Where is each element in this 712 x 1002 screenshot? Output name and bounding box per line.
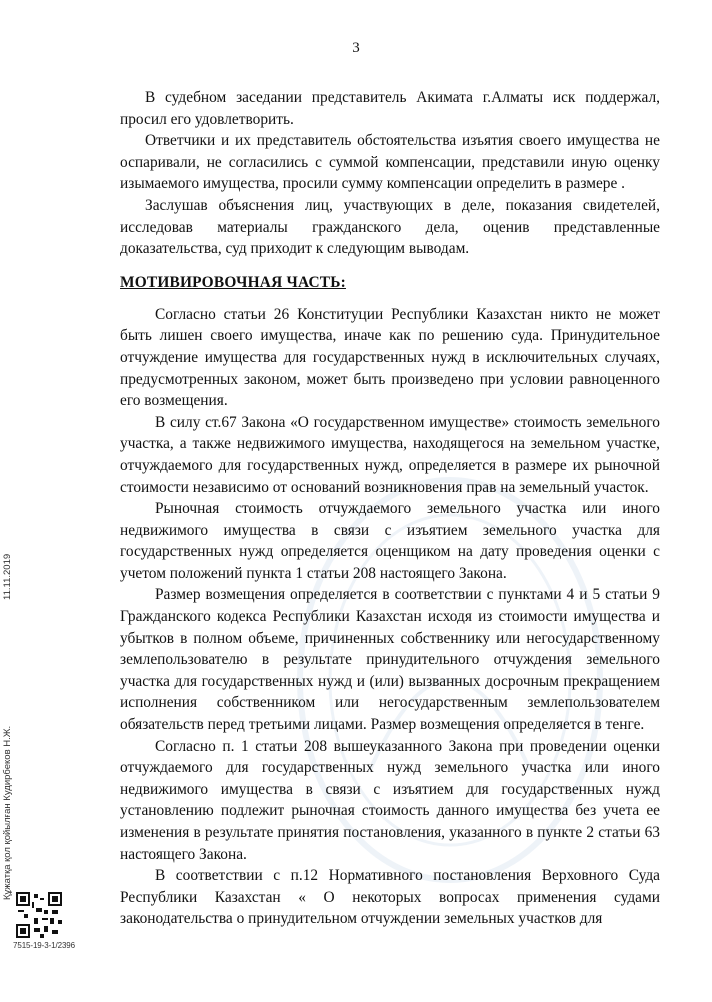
paragraph-main-1: Согласно статьи 26 Конституции Республики Казахстан никто не может быть лишен своего имущества, иначе как по решению суда. Принудительное отчуждение имущества для государственных нужд в исключительных случаях, предусмотренных законом, может быть произведено при условии равноценного его возмещения. [120, 305, 660, 410]
paragraph-main-5: Согласно п. 1 статьи 208 вышеуказанного Закона при проведении оценки отчуждаемого для государственных нужд земельного участка или иного недвижимого имущества в связи с изъятием для государственных нужд установлению подлежит рыночная стоимость данного имущества без учета ее изменения в результате принятия постановления, указанного в пункте 2 статьи 63 настоящего Закона. [120, 737, 660, 863]
side-signature-stamp [2, 480, 16, 900]
paragraph-intro-1: В судебном заседании представитель Акимата г.Алматы иск поддержал, просил его удовлетворить. [120, 89, 660, 128]
document-id: 7515-19-3-1/2396 [13, 941, 76, 950]
paragraph-intro-3: Заслушав объяснения лиц, участвующих в деле, показания свидетелей, исследовав материалы гражданского дела, оценив представленные доказательства, суд приходит к следующим выводам. [120, 196, 660, 258]
paragraph-main-4: Размер возмещения определяется в соответствии с пунктами 4 и 5 статьи 9 Гражданского кодекса Республики Казахстан исходя из стоимости имущества и убытков в полном объеме, причиненных собственнику или негосударственному землепользователю в результате принудительного отчуждения земельного участка для государственных нужд и (или) вызванных досрочным прекращением исполнения собственником или негосударственным землепользователем обязательств перед третьими лицами. Размер возмещения определяется в тенге. [120, 586, 660, 734]
paragraph-intro-2: Ответчики и их представитель обстоятельства изъятия своего имущества не оспаривали, не согласились с суммой компенсации, представили иную оценку изымаемого имущества, просили сумму компенсации определить в размере . [120, 132, 660, 193]
side-stamp-date: 11.11.2019 [2, 553, 13, 600]
paragraph-main-6: В соответствии с п.12 Нормативного постановления Верховного Суда Республики Казахстан « О некоторых вопросах применения судами законодательства о принудительном отчуждении земельных участков для [120, 867, 660, 928]
paragraph-main-3: Рыночная стоимость отчуждаемого земельного участка или иного недвижимого имущества в связи с изъятием земельного участка для государственных нужд определяется оценщиком на дату проведения оценки с учетом положений пункта 1 статьи 208 настоящего Закона. [120, 500, 660, 582]
qr-code-icon [16, 892, 62, 938]
document-body [120, 87, 660, 930]
paragraph-main-2: В силу ст.67 Закона «О государственном имуществе» стоимость земельного участка, а также недвижимого имущества, находящегося на земельном участке, отчуждаемого для государственных нужд, определяется в размере их рыночной стоимости независимо от оснований возникновения прав на земельный участок. [120, 413, 660, 496]
page-number: 3 [352, 40, 360, 56]
side-stamp-text: Құжатқа қол қойылған Кудирбеков Н.Ж. [2, 725, 13, 900]
section-heading: МОТИВИРОВОЧНАЯ ЧАСТЬ: [120, 273, 346, 291]
